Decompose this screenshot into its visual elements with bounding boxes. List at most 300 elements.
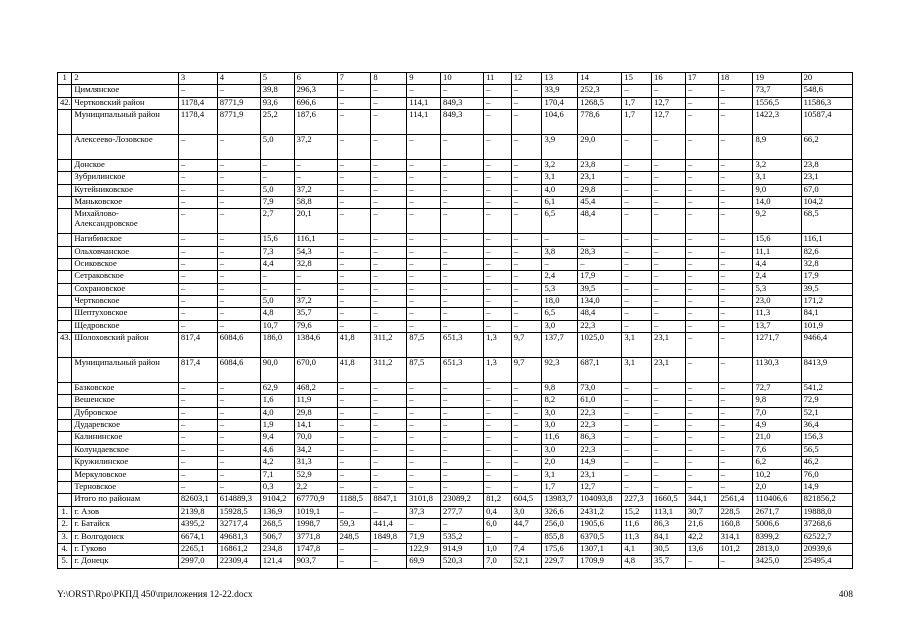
row-number-cell bbox=[58, 358, 72, 383]
value-cell-col-15: 11,6 bbox=[622, 519, 652, 531]
row-number-cell bbox=[58, 296, 72, 308]
row-name-cell: Сохрановское bbox=[72, 283, 179, 295]
value-cell-col-3: – bbox=[178, 481, 217, 493]
value-cell-col-8: – bbox=[371, 407, 407, 419]
value-cell-col-3: – bbox=[178, 420, 217, 432]
value-cell-col-3: – bbox=[178, 457, 217, 469]
value-cell-col-17: – bbox=[685, 283, 718, 295]
value-cell-col-5: – bbox=[260, 271, 294, 283]
value-cell-col-3: – bbox=[178, 209, 217, 234]
value-cell-col-13: 855,8 bbox=[542, 531, 578, 543]
value-cell-col-20: 72,9 bbox=[801, 395, 852, 407]
value-cell-col-12: – bbox=[511, 296, 542, 308]
value-cell-col-4: 49681,3 bbox=[217, 531, 260, 543]
value-cell-col-9: – bbox=[407, 457, 441, 469]
table-row bbox=[58, 556, 853, 568]
value-cell-col-11: – bbox=[484, 481, 512, 493]
value-cell-col-4: 614889,3 bbox=[217, 494, 260, 506]
table-row bbox=[58, 457, 853, 469]
value-cell-col-6: 37,2 bbox=[294, 296, 337, 308]
value-cell-col-8: – bbox=[371, 320, 407, 332]
value-cell-col-8: – bbox=[371, 172, 407, 184]
row-number-cell bbox=[58, 246, 72, 258]
row-number-cell bbox=[58, 283, 72, 295]
value-cell-col-15: 4,8 bbox=[622, 556, 652, 568]
value-cell-col-10: – bbox=[441, 134, 484, 159]
value-cell-col-14: 23,1 bbox=[578, 172, 622, 184]
value-cell-col-17: 42,2 bbox=[685, 531, 718, 543]
value-cell-col-11: 81,2 bbox=[484, 494, 512, 506]
row-name-cell: Чертковское bbox=[72, 296, 179, 308]
value-cell-col-16: – bbox=[652, 283, 686, 295]
value-cell-col-5: 5 bbox=[260, 73, 294, 85]
row-number-cell bbox=[58, 444, 72, 456]
value-cell-col-17: – bbox=[685, 333, 718, 358]
value-cell-col-10: – bbox=[441, 246, 484, 258]
row-name-cell: Зубрилинское bbox=[72, 172, 179, 184]
value-cell-col-10: – bbox=[441, 382, 484, 394]
value-cell-col-7: – bbox=[337, 296, 371, 308]
value-cell-col-16: – bbox=[652, 246, 686, 258]
row-name-cell: Базковское bbox=[72, 382, 179, 394]
value-cell-col-11: 11 bbox=[484, 73, 512, 85]
value-cell-col-13: 170,4 bbox=[542, 97, 578, 109]
value-cell-col-8: – bbox=[371, 271, 407, 283]
row-number-cell: 4. bbox=[58, 543, 72, 555]
value-cell-col-8: – bbox=[371, 556, 407, 568]
value-cell-col-14: 778,6 bbox=[578, 110, 622, 135]
value-cell-col-12: 7,4 bbox=[511, 543, 542, 555]
value-cell-col-18: 314,1 bbox=[718, 531, 753, 543]
value-cell-col-18: – bbox=[718, 110, 753, 135]
value-cell-col-10: – bbox=[441, 444, 484, 456]
value-cell-col-8: 311,2 bbox=[371, 333, 407, 358]
value-cell-col-7: – bbox=[337, 395, 371, 407]
row-number-cell: 2. bbox=[58, 519, 72, 531]
value-cell-col-3: – bbox=[178, 258, 217, 270]
value-cell-col-9: – bbox=[407, 283, 441, 295]
value-cell-col-5: 268,5 bbox=[260, 519, 294, 531]
value-cell-col-12: – bbox=[511, 481, 542, 493]
value-cell-col-7: 248,5 bbox=[337, 531, 371, 543]
row-name-cell: Муниципальный район bbox=[72, 358, 179, 383]
value-cell-col-7: 7 bbox=[337, 73, 371, 85]
value-cell-col-17: – bbox=[685, 382, 718, 394]
value-cell-col-10: 520,3 bbox=[441, 556, 484, 568]
value-cell-col-5: 10,7 bbox=[260, 320, 294, 332]
value-cell-col-8: – bbox=[371, 444, 407, 456]
value-cell-col-14: 134,0 bbox=[578, 296, 622, 308]
value-cell-col-9: – bbox=[407, 308, 441, 320]
row-number-cell bbox=[58, 209, 72, 234]
value-cell-col-8: – bbox=[371, 543, 407, 555]
value-cell-col-14: 86,3 bbox=[578, 432, 622, 444]
value-cell-col-18: 101,2 bbox=[718, 543, 753, 555]
value-cell-col-7: – bbox=[337, 159, 371, 171]
value-cell-col-3: – bbox=[178, 234, 217, 246]
value-cell-col-14: 61,0 bbox=[578, 395, 622, 407]
value-cell-col-7: – bbox=[337, 457, 371, 469]
value-cell-col-5: 4,8 bbox=[260, 308, 294, 320]
value-cell-col-16: – bbox=[652, 407, 686, 419]
value-cell-col-4: 22309,4 bbox=[217, 556, 260, 568]
value-cell-col-14: 28,3 bbox=[578, 246, 622, 258]
value-cell-col-16: – bbox=[652, 296, 686, 308]
value-cell-col-20: 20 bbox=[801, 73, 852, 85]
row-name-cell: Шолоховский район bbox=[72, 333, 179, 358]
value-cell-col-4: 15928,5 bbox=[217, 506, 260, 518]
value-cell-col-16: – bbox=[652, 196, 686, 208]
value-cell-col-3: – bbox=[178, 172, 217, 184]
value-cell-col-14: 39,5 bbox=[578, 283, 622, 295]
value-cell-col-9: – bbox=[407, 407, 441, 419]
row-name-cell: г. Волгодонск bbox=[72, 531, 179, 543]
table-row bbox=[58, 110, 853, 135]
value-cell-col-18: – bbox=[718, 420, 753, 432]
value-cell-col-18: – bbox=[718, 407, 753, 419]
value-cell-col-6: 70,0 bbox=[294, 432, 337, 444]
value-cell-col-6: 670,0 bbox=[294, 358, 337, 383]
value-cell-col-7: – bbox=[337, 85, 371, 97]
value-cell-col-11: – bbox=[484, 246, 512, 258]
value-cell-col-3: 2139,8 bbox=[178, 506, 217, 518]
value-cell-col-19: 14,0 bbox=[753, 196, 801, 208]
value-cell-col-12: – bbox=[511, 271, 542, 283]
row-number-cell bbox=[58, 494, 72, 506]
row-number-cell bbox=[58, 196, 72, 208]
value-cell-col-13: 3,1 bbox=[542, 172, 578, 184]
value-cell-col-9: – bbox=[407, 382, 441, 394]
value-cell-col-10: 914,9 bbox=[441, 543, 484, 555]
value-cell-col-20: 548,6 bbox=[801, 85, 852, 97]
value-cell-col-20: 46,2 bbox=[801, 457, 852, 469]
value-cell-col-20: 821856,2 bbox=[801, 494, 852, 506]
value-cell-col-10: – bbox=[441, 258, 484, 270]
value-cell-col-6: – bbox=[294, 159, 337, 171]
value-cell-col-13: 3,0 bbox=[542, 444, 578, 456]
value-cell-col-8: – bbox=[371, 481, 407, 493]
value-cell-col-13: – bbox=[542, 234, 578, 246]
value-cell-col-4: 16861,2 bbox=[217, 543, 260, 555]
value-cell-col-7: – bbox=[337, 432, 371, 444]
value-cell-col-10: 651,3 bbox=[441, 333, 484, 358]
value-cell-col-13: 2,0 bbox=[542, 457, 578, 469]
value-cell-col-14: 2431,2 bbox=[578, 506, 622, 518]
value-cell-col-17: – bbox=[685, 159, 718, 171]
value-cell-col-4: – bbox=[217, 209, 260, 234]
row-name-cell: Алексеево-Лозовское bbox=[72, 134, 179, 159]
value-cell-col-7: – bbox=[337, 506, 371, 518]
value-cell-col-9: 71,9 bbox=[407, 531, 441, 543]
row-name-cell: 2 bbox=[72, 73, 179, 85]
value-cell-col-19: 5006,6 bbox=[753, 519, 801, 531]
value-cell-col-19: 1422,3 bbox=[753, 110, 801, 135]
value-cell-col-15: – bbox=[622, 395, 652, 407]
value-cell-col-8: – bbox=[371, 308, 407, 320]
value-cell-col-16: – bbox=[652, 444, 686, 456]
value-cell-col-16: – bbox=[652, 481, 686, 493]
value-cell-col-5: 62,9 bbox=[260, 382, 294, 394]
value-cell-col-17: – bbox=[685, 271, 718, 283]
value-cell-col-6: 468,2 bbox=[294, 382, 337, 394]
value-cell-col-6: 29,8 bbox=[294, 407, 337, 419]
value-cell-col-17: 30,7 bbox=[685, 506, 718, 518]
value-cell-col-18: – bbox=[718, 172, 753, 184]
value-cell-col-12: – bbox=[511, 531, 542, 543]
value-cell-col-8: – bbox=[371, 234, 407, 246]
value-cell-col-20: 11586,3 bbox=[801, 97, 852, 109]
value-cell-col-7: 59,3 bbox=[337, 519, 371, 531]
value-cell-col-13: 3,2 bbox=[542, 159, 578, 171]
value-cell-col-3: – bbox=[178, 134, 217, 159]
value-cell-col-14: 687,1 bbox=[578, 358, 622, 383]
value-cell-col-17: 17 bbox=[685, 73, 718, 85]
value-cell-col-20: 36,4 bbox=[801, 420, 852, 432]
value-cell-col-4: – bbox=[217, 246, 260, 258]
row-name-cell: г. Азов bbox=[72, 506, 179, 518]
value-cell-col-6: 1998,7 bbox=[294, 519, 337, 531]
value-cell-col-11: – bbox=[484, 271, 512, 283]
value-cell-col-7: – bbox=[337, 196, 371, 208]
value-cell-col-5: 1,9 bbox=[260, 420, 294, 432]
value-cell-col-18: – bbox=[718, 469, 753, 481]
value-cell-col-10: – bbox=[441, 395, 484, 407]
value-cell-col-16: 84,1 bbox=[652, 531, 686, 543]
value-cell-col-13: – bbox=[542, 258, 578, 270]
value-cell-col-11: – bbox=[484, 420, 512, 432]
value-cell-col-10: 277,7 bbox=[441, 506, 484, 518]
table-row bbox=[58, 258, 853, 270]
value-cell-col-19: 21,0 bbox=[753, 432, 801, 444]
value-cell-col-16: – bbox=[652, 234, 686, 246]
value-cell-col-13: 8,2 bbox=[542, 395, 578, 407]
value-cell-col-15: – bbox=[622, 432, 652, 444]
table-row bbox=[58, 519, 853, 531]
value-cell-col-3: – bbox=[178, 296, 217, 308]
value-cell-col-16: – bbox=[652, 432, 686, 444]
value-cell-col-11: – bbox=[484, 209, 512, 234]
value-cell-col-11: – bbox=[484, 432, 512, 444]
value-cell-col-15: – bbox=[622, 407, 652, 419]
value-cell-col-7: – bbox=[337, 258, 371, 270]
value-cell-col-18: – bbox=[718, 159, 753, 171]
value-cell-col-12: – bbox=[511, 184, 542, 196]
value-cell-col-12: – bbox=[511, 246, 542, 258]
value-cell-col-14: 73,0 bbox=[578, 382, 622, 394]
value-cell-col-14: 45,4 bbox=[578, 196, 622, 208]
row-name-cell: г. Донецк bbox=[72, 556, 179, 568]
value-cell-col-9: 114,1 bbox=[407, 97, 441, 109]
value-cell-col-12: – bbox=[511, 432, 542, 444]
row-name-cell: Кружилинское bbox=[72, 457, 179, 469]
value-cell-col-9: 9 bbox=[407, 73, 441, 85]
value-cell-col-18: – bbox=[718, 246, 753, 258]
value-cell-col-9: – bbox=[407, 444, 441, 456]
value-cell-col-11: – bbox=[484, 85, 512, 97]
value-cell-col-9: – bbox=[407, 481, 441, 493]
value-cell-col-4: 8771,9 bbox=[217, 97, 260, 109]
value-cell-col-3: – bbox=[178, 283, 217, 295]
value-cell-col-16: – bbox=[652, 172, 686, 184]
value-cell-col-19: 7,0 bbox=[753, 407, 801, 419]
value-cell-col-17: – bbox=[685, 481, 718, 493]
value-cell-col-6: 67770,9 bbox=[294, 494, 337, 506]
value-cell-col-3: – bbox=[178, 159, 217, 171]
value-cell-col-19: 15,6 bbox=[753, 234, 801, 246]
table-header-row bbox=[58, 73, 853, 85]
value-cell-col-15: – bbox=[622, 234, 652, 246]
value-cell-col-13: 3,0 bbox=[542, 320, 578, 332]
value-cell-col-10: 651,3 bbox=[441, 358, 484, 383]
value-cell-col-13: 11,6 bbox=[542, 432, 578, 444]
value-cell-col-20: 84,1 bbox=[801, 308, 852, 320]
value-cell-col-6: 11,9 bbox=[294, 395, 337, 407]
value-cell-col-7: – bbox=[337, 110, 371, 135]
value-cell-col-3: 817,4 bbox=[178, 358, 217, 383]
table-row bbox=[58, 234, 853, 246]
table-row bbox=[58, 172, 853, 184]
value-cell-col-15: – bbox=[622, 296, 652, 308]
value-cell-col-20: 67,0 bbox=[801, 184, 852, 196]
row-number-cell bbox=[58, 308, 72, 320]
value-cell-col-19: 6,2 bbox=[753, 457, 801, 469]
value-cell-col-14: 1709,9 bbox=[578, 556, 622, 568]
value-cell-col-16: – bbox=[652, 420, 686, 432]
value-cell-col-12: – bbox=[511, 382, 542, 394]
row-name-cell: Колундаевское bbox=[72, 444, 179, 456]
value-cell-col-6: 903,7 bbox=[294, 556, 337, 568]
value-cell-col-11: 6,0 bbox=[484, 519, 512, 531]
value-cell-col-20: 37268,6 bbox=[801, 519, 852, 531]
value-cell-col-20: 104,2 bbox=[801, 196, 852, 208]
value-cell-col-10: – bbox=[441, 172, 484, 184]
value-cell-col-6: 14,1 bbox=[294, 420, 337, 432]
value-cell-col-8: – bbox=[371, 258, 407, 270]
value-cell-col-19: 3,2 bbox=[753, 159, 801, 171]
value-cell-col-4: 6084,6 bbox=[217, 358, 260, 383]
value-cell-col-20: 10587,4 bbox=[801, 110, 852, 135]
value-cell-col-17: – bbox=[685, 457, 718, 469]
value-cell-col-7: – bbox=[337, 234, 371, 246]
value-cell-col-12: 44,7 bbox=[511, 519, 542, 531]
value-cell-col-5: 5,0 bbox=[260, 184, 294, 196]
value-cell-col-9: 69,9 bbox=[407, 556, 441, 568]
value-cell-col-12: – bbox=[511, 234, 542, 246]
value-cell-col-6: 34,2 bbox=[294, 444, 337, 456]
value-cell-col-11: – bbox=[484, 283, 512, 295]
value-cell-col-10: – bbox=[441, 432, 484, 444]
row-number-cell: 1. bbox=[58, 506, 72, 518]
value-cell-col-8: – bbox=[371, 382, 407, 394]
value-cell-col-18: 2561,4 bbox=[718, 494, 753, 506]
value-cell-col-20: 8413,9 bbox=[801, 358, 852, 383]
value-cell-col-17: – bbox=[685, 134, 718, 159]
value-cell-col-12: 12 bbox=[511, 73, 542, 85]
value-cell-col-12: 9,7 bbox=[511, 358, 542, 383]
value-cell-col-19: 23,0 bbox=[753, 296, 801, 308]
table-row bbox=[58, 97, 853, 109]
value-cell-col-18: – bbox=[718, 283, 753, 295]
value-cell-col-17: – bbox=[685, 432, 718, 444]
value-cell-col-4: – bbox=[217, 296, 260, 308]
value-cell-col-18: 228,5 bbox=[718, 506, 753, 518]
value-cell-col-11: – bbox=[484, 159, 512, 171]
table-row bbox=[58, 209, 853, 234]
value-cell-col-3: – bbox=[178, 320, 217, 332]
value-cell-col-14: 23,8 bbox=[578, 159, 622, 171]
table-row bbox=[58, 382, 853, 394]
value-cell-col-12: – bbox=[511, 172, 542, 184]
value-cell-col-13: 1,7 bbox=[542, 481, 578, 493]
value-cell-col-8: – bbox=[371, 506, 407, 518]
value-cell-col-3: – bbox=[178, 407, 217, 419]
value-cell-col-17: – bbox=[685, 556, 718, 568]
table-row bbox=[58, 432, 853, 444]
value-cell-col-13: 229,7 bbox=[542, 556, 578, 568]
value-cell-col-15: 11,3 bbox=[622, 531, 652, 543]
value-cell-col-12: 9,7 bbox=[511, 333, 542, 358]
value-cell-col-20: 9466,4 bbox=[801, 333, 852, 358]
value-cell-col-5: – bbox=[260, 283, 294, 295]
value-cell-col-7: – bbox=[337, 134, 371, 159]
table-row bbox=[58, 320, 853, 332]
value-cell-col-14: 22,3 bbox=[578, 444, 622, 456]
value-cell-col-19: 9,0 bbox=[753, 184, 801, 196]
value-cell-col-3: – bbox=[178, 444, 217, 456]
row-number-cell: 5. bbox=[58, 556, 72, 568]
value-cell-col-6: 1747,8 bbox=[294, 543, 337, 555]
value-cell-col-10: – bbox=[441, 85, 484, 97]
value-cell-col-6: 54,3 bbox=[294, 246, 337, 258]
value-cell-col-20: 101,9 bbox=[801, 320, 852, 332]
value-cell-col-9: – bbox=[407, 258, 441, 270]
value-cell-col-19: 2671,7 bbox=[753, 506, 801, 518]
value-cell-col-9: – bbox=[407, 209, 441, 234]
value-cell-col-13: 175,6 bbox=[542, 543, 578, 555]
value-cell-col-11: 1,3 bbox=[484, 358, 512, 383]
table-row bbox=[58, 159, 853, 171]
value-cell-col-6: 187,6 bbox=[294, 110, 337, 135]
value-cell-col-12: – bbox=[511, 209, 542, 234]
value-cell-col-14: 252,3 bbox=[578, 85, 622, 97]
value-cell-col-4: – bbox=[217, 85, 260, 97]
value-cell-col-19: 7,6 bbox=[753, 444, 801, 456]
value-cell-col-9: – bbox=[407, 420, 441, 432]
value-cell-col-17: – bbox=[685, 469, 718, 481]
value-cell-col-14: 6370,5 bbox=[578, 531, 622, 543]
value-cell-col-7: – bbox=[337, 407, 371, 419]
value-cell-col-8: – bbox=[371, 184, 407, 196]
value-cell-col-18: – bbox=[718, 296, 753, 308]
value-cell-col-5: 93,6 bbox=[260, 97, 294, 109]
value-cell-col-11: – bbox=[484, 110, 512, 135]
row-number-cell bbox=[58, 110, 72, 135]
value-cell-col-3: – bbox=[178, 246, 217, 258]
value-cell-col-4: 8771,9 bbox=[217, 110, 260, 135]
value-cell-col-14: 29,0 bbox=[578, 134, 622, 159]
value-cell-col-7: – bbox=[337, 420, 371, 432]
value-cell-col-18: – bbox=[718, 444, 753, 456]
value-cell-col-13: 256,0 bbox=[542, 519, 578, 531]
row-number-cell bbox=[58, 469, 72, 481]
value-cell-col-12: – bbox=[511, 320, 542, 332]
value-cell-col-12: – bbox=[511, 457, 542, 469]
value-cell-col-16: – bbox=[652, 85, 686, 97]
value-cell-col-16: – bbox=[652, 258, 686, 270]
value-cell-col-19: 2,0 bbox=[753, 481, 801, 493]
value-cell-col-15: 15,2 bbox=[622, 506, 652, 518]
value-cell-col-12: – bbox=[511, 110, 542, 135]
